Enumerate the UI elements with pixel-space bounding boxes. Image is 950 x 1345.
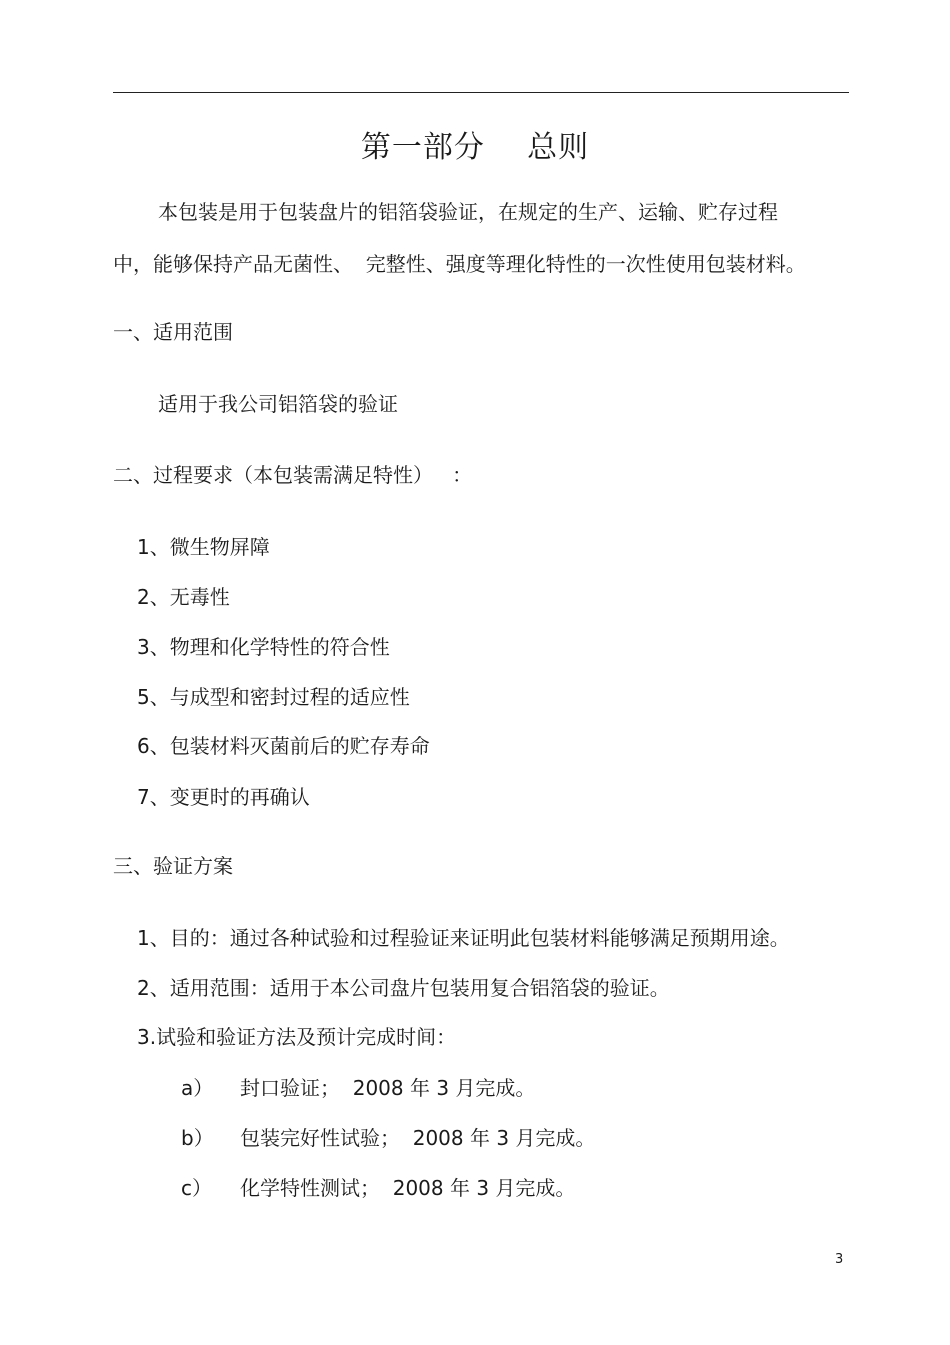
intro-line-2: 中，能够保持产品无菌性、 完整性、强度等理化特性的一次性使用包装材料。 [113,252,806,276]
section-heading-requirements: 二、过程要求（本包装需满足特性） ： [113,463,473,487]
subitem-text: 封口验证； 2008 年 3 月完成。 [240,1076,536,1100]
subitem-marker: a） [181,1076,214,1100]
plan-item: 3.试验和验证方法及预计完成时间： [137,1025,457,1049]
subitem-text: 化学特性测试； 2008 年 3 月完成。 [240,1176,576,1200]
requirement-item: 6、包装材料灭菌前后的贮存寿命 [137,734,430,758]
scope-text: 适用于我公司铝箔袋的验证 [158,392,398,416]
section-heading-scope: 一、适用范围 [113,320,233,344]
subitem-marker: b） [181,1126,214,1150]
requirement-item: 5、与成型和密封过程的适应性 [137,685,410,709]
plan-item: 1、目的：通过各种试验和过程验证来证明此包装材料能够满足预期用途。 [137,926,790,950]
page-number: 3 [835,1252,844,1267]
requirement-item: 1、微生物屏障 [137,535,270,559]
subitem-text: 包装完好性试验； 2008 年 3 月完成。 [240,1126,596,1150]
requirement-item: 3、物理和化学特性的符合性 [137,635,390,659]
page-title: 第一部分 总则 [360,130,590,165]
plan-item: 2、适用范围：适用于本公司盘片包装用复合铝箔袋的验证。 [137,976,670,1000]
section-heading-plan: 三、验证方案 [113,854,233,878]
header-rule [113,92,849,93]
requirement-item: 7、变更时的再确认 [137,785,310,809]
requirement-item: 2、无毒性 [137,585,230,609]
intro-line-1: 本包装是用于包装盘片的铝箔袋验证，在规定的生产、运输、贮存过程 [158,200,778,224]
subitem-marker: c） [181,1176,212,1200]
